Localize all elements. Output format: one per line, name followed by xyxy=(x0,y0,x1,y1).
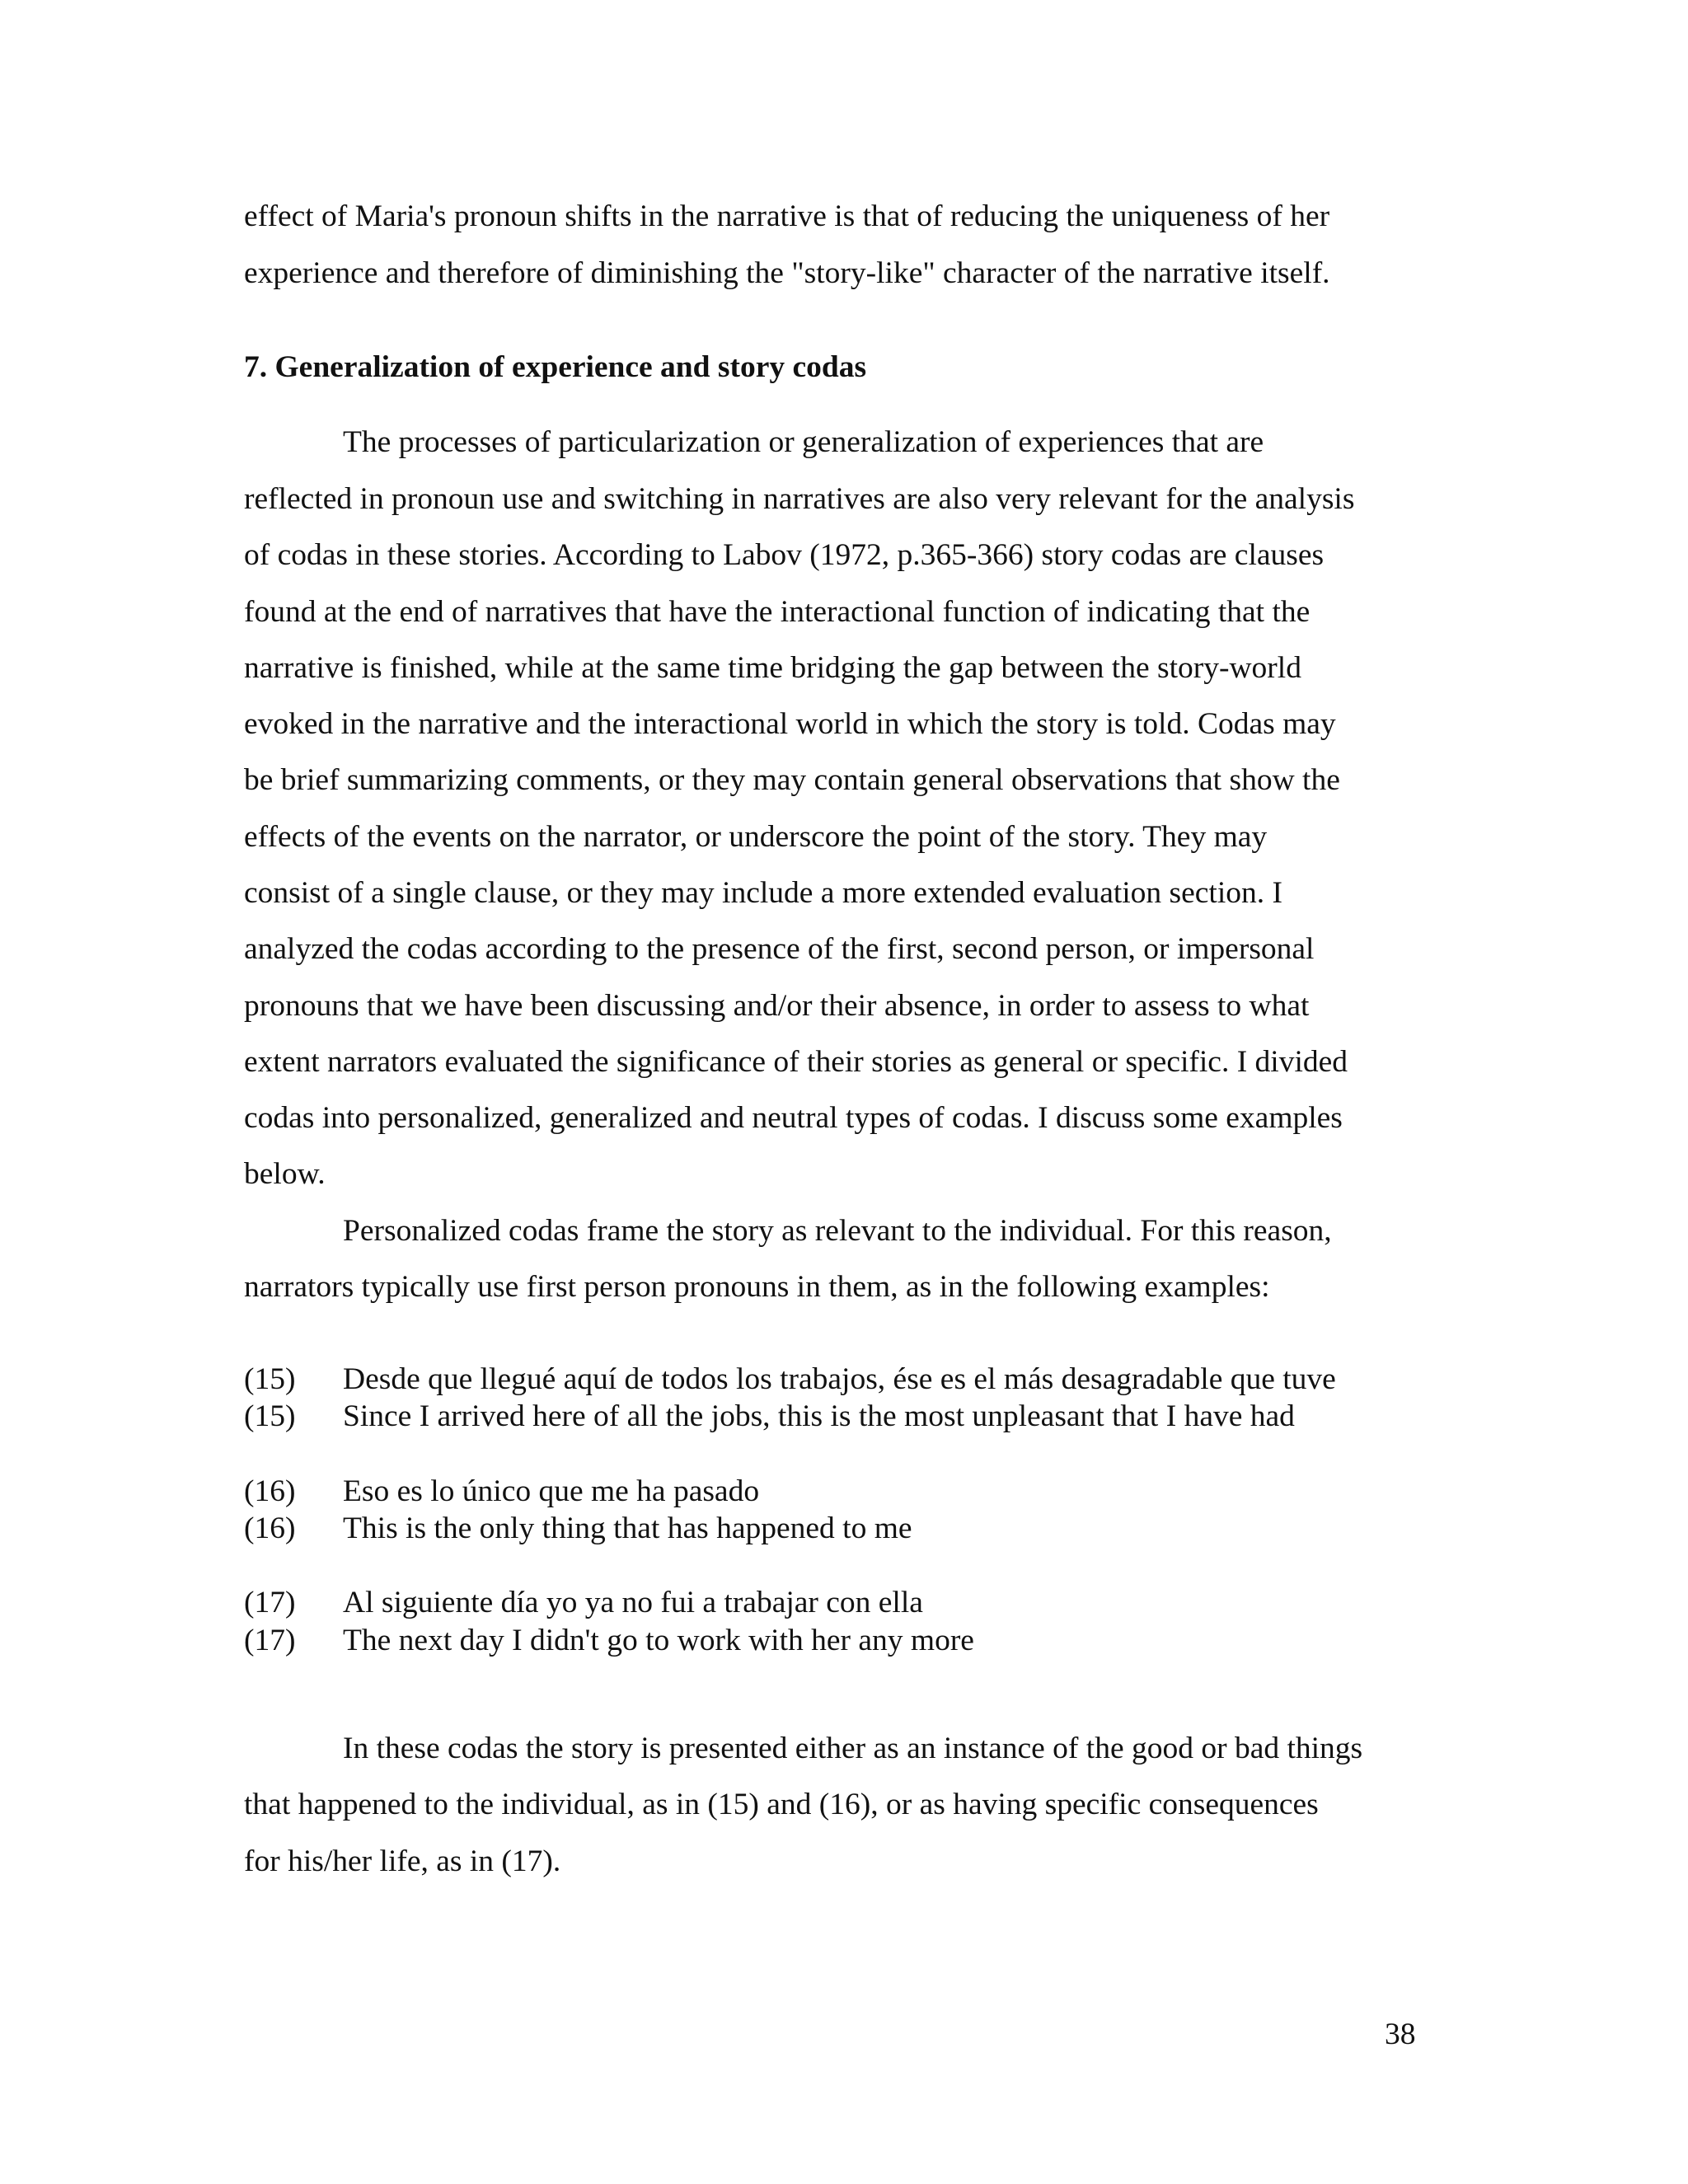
paragraph-line: extent narrators evaluated the significance of their stories as general or specific. I divided xyxy=(244,1045,1348,1079)
example-text: Desde que llegué aquí de todos los trabajos, ése es el más desagradable que tuve xyxy=(343,1362,1336,1396)
paragraph-line: that happened to the individual, as in (15) and (16), or as having specific consequences xyxy=(244,1788,1319,1821)
paragraph-line: narrators typically use first person pronouns in them, as in the following examples: xyxy=(244,1270,1270,1304)
example-text: The next day I didn't go to work with her any more xyxy=(343,1624,974,1657)
paragraph-line: In these codas the story is presented either as an instance of the good or bad things xyxy=(343,1732,1363,1765)
paragraph-line: be brief summarizing comments, or they may contain general observations that show the xyxy=(244,763,1340,797)
paragraph-line: pronouns that we have been discussing and/or their absence, in order to assess to what xyxy=(244,989,1310,1023)
paragraph-line: for his/her life, as in (17). xyxy=(244,1844,561,1878)
paragraph-line: analyzed the codas according to the presence of the first, second person, or impersonal xyxy=(244,932,1315,966)
paragraph-line: of codas in these stories. According to Labov (1972, p.365-366) story codas are clauses xyxy=(244,538,1325,572)
example-number: (17) xyxy=(244,1586,296,1619)
paragraph-line: codas into personalized, generalized and neutral types of codas. I discuss some examples xyxy=(244,1101,1343,1135)
example-number: (15) xyxy=(244,1399,296,1433)
example-number: (16) xyxy=(244,1474,296,1508)
paragraph-line: effects of the events on the narrator, or underscore the point of the story. They may xyxy=(244,820,1268,854)
example-number: (15) xyxy=(244,1362,296,1396)
section-heading: 7. Generalization of experience and story codas xyxy=(244,350,867,384)
paragraph-line: found at the end of narratives that have the interactional function of indicating that the xyxy=(244,595,1311,629)
example-number: (17) xyxy=(244,1624,296,1657)
example-number: (16) xyxy=(244,1511,296,1545)
paragraph-line: evoked in the narrative and the interactional world in which the story is told. Codas may xyxy=(244,707,1336,741)
paragraph-line: The processes of particularization or generalization of experiences that are xyxy=(343,425,1264,459)
paragraph-line: reflected in pronoun use and switching in narratives are also very relevant for the analysis xyxy=(244,482,1355,516)
intro-line: experience and therefore of diminishing the "story-like" character of the narrative itself. xyxy=(244,256,1330,290)
page-number: 38 xyxy=(1385,2018,1416,2051)
paragraph-line: consist of a single clause, or they may include a more extended evaluation section. I xyxy=(244,876,1283,910)
example-text: Since I arrived here of all the jobs, this is the most unpleasant that I have had xyxy=(343,1399,1295,1433)
paragraph-line: narrative is finished, while at the same time bridging the gap between the story-world xyxy=(244,651,1301,685)
paragraph-line: below. xyxy=(244,1157,326,1191)
intro-line: effect of Maria's pronoun shifts in the narrative is that of reducing the uniqueness of her xyxy=(244,199,1330,233)
example-text: Al siguiente día yo ya no fui a trabajar con ella xyxy=(343,1586,923,1619)
example-text: This is the only thing that has happened to me xyxy=(343,1511,912,1545)
paragraph-line: Personalized codas frame the story as relevant to the individual. For this reason, xyxy=(343,1214,1332,1248)
example-text: Eso es lo único que me ha pasado xyxy=(343,1474,760,1508)
